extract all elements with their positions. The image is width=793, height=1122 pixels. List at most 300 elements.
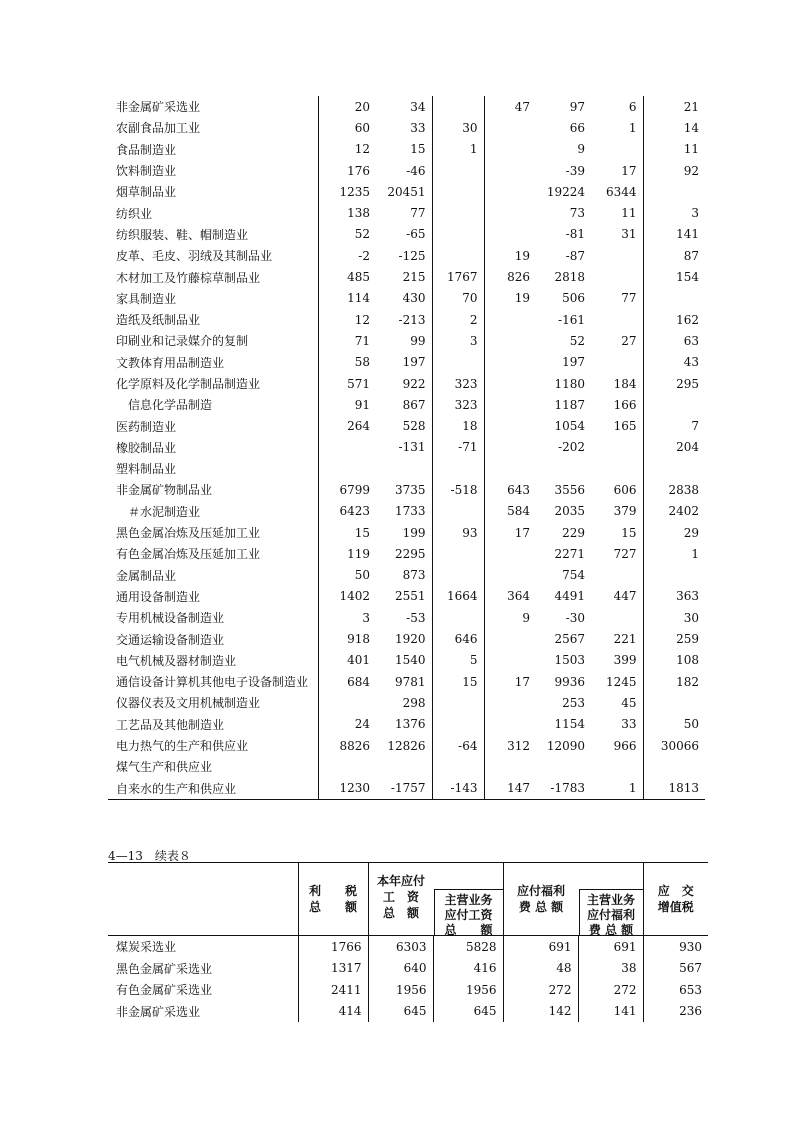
table-row [108, 160, 705, 181]
cell-value: 1767 [432, 266, 484, 287]
cell-value: 1235 [318, 181, 376, 202]
cell-value [376, 458, 432, 479]
row-label: 金属制品业 [116, 568, 177, 583]
header-wages-l1: 工 资 [382, 890, 419, 904]
cell-value: 298 [402, 695, 426, 710]
cell-value: 363 [643, 586, 705, 607]
cell-value [484, 714, 536, 735]
cell-value: 204 [643, 437, 705, 458]
cell-value [643, 458, 705, 479]
cell-value [484, 628, 536, 649]
cell-value: 643 [484, 479, 536, 500]
header-wages [368, 863, 503, 936]
cell-value: 3 [643, 202, 705, 223]
cell-value [591, 565, 643, 586]
cell-value: 922 [402, 376, 426, 391]
row-label: 交通运输设备制造业 [116, 632, 225, 647]
cell-value: 506 [562, 291, 585, 306]
row-label: 木材加工及竹藤棕草制品业 [116, 270, 261, 285]
cell-value: 447 [613, 589, 637, 604]
cell-value [318, 692, 376, 713]
cell-value: 1 [643, 543, 705, 564]
row-label: 烟草制品业 [116, 185, 177, 200]
row-label: ＃水泥制造业 [128, 504, 201, 519]
cell-value [432, 224, 484, 245]
cell-value: 12 [318, 309, 376, 330]
cell-value [536, 756, 591, 777]
cell-value: 5 [432, 650, 484, 671]
cell-value: 1245 [605, 674, 637, 689]
cell-value: -213 [398, 312, 426, 327]
header-welfare [503, 863, 643, 936]
cell-value: 430 [402, 291, 426, 306]
cell-value: 17 [484, 522, 536, 543]
cell-value: 2838 [643, 479, 705, 500]
cell-value: 108 [643, 650, 705, 671]
table-row [108, 394, 705, 415]
table-row [108, 117, 705, 138]
row-label: 家具制造业 [116, 291, 177, 306]
cell-value [432, 543, 484, 564]
header-wages-sub3: 总 额 [444, 923, 493, 937]
cell-value: -53 [406, 610, 426, 625]
cell-value: 63 [643, 330, 705, 351]
cell-value: 162 [643, 309, 705, 330]
cell-value: 2551 [394, 589, 426, 604]
cell-value: 1813 [643, 778, 705, 800]
cell-value: 199 [402, 525, 426, 540]
cell-value: 6 [628, 99, 637, 114]
cell-value: 1054 [554, 419, 585, 434]
cell-value: 567 [643, 958, 708, 980]
cell-value: 6303 [368, 936, 433, 958]
header-tax-total [298, 863, 368, 936]
cell-value: 1317 [298, 958, 368, 980]
cell-value: 197 [562, 355, 585, 370]
row-label: 纺织业 [116, 206, 153, 221]
row-label: 通用设备制造业 [116, 589, 201, 604]
table-row [108, 671, 705, 692]
cell-value [318, 458, 376, 479]
table-row [108, 714, 705, 735]
header-tax-line2: 总 额 [308, 900, 357, 914]
row-label: 造纸及纸制品业 [116, 313, 201, 328]
cell-value: 485 [318, 266, 376, 287]
cell-value: 33 [621, 717, 637, 732]
table-row [108, 330, 705, 351]
cell-value: 401 [318, 650, 376, 671]
header-wages-top: 本年应付 [376, 874, 425, 888]
cell-value [318, 437, 376, 458]
header-wages-sub1: 主营业务 [444, 893, 493, 907]
cell-value: -125 [398, 248, 426, 263]
row-label: 黑色金属矿采选业 [116, 961, 213, 976]
cell-value: 6423 [318, 501, 376, 522]
row-label: 有色金属冶炼及压延加工业 [116, 547, 261, 562]
cell-value: 416 [433, 958, 503, 980]
cell-value [484, 224, 536, 245]
cell-value [643, 394, 705, 415]
header-blank [108, 863, 298, 936]
cell-value: 691 [578, 936, 643, 958]
cell-value: 1956 [433, 979, 503, 1001]
cell-value [643, 692, 705, 713]
cell-value: 66 [569, 120, 585, 135]
row-label: 食品制造业 [116, 142, 177, 157]
cell-value: -65 [406, 227, 426, 242]
cell-value [432, 96, 484, 117]
cell-value [432, 458, 484, 479]
cell-value: 27 [621, 333, 637, 348]
cell-value [643, 181, 705, 202]
cell-value: 33 [410, 120, 426, 135]
table-row [108, 479, 705, 500]
cell-value: 12826 [387, 738, 426, 753]
cell-value: 197 [402, 355, 426, 370]
cell-value: 182 [643, 671, 705, 692]
cell-value: 92 [643, 160, 705, 181]
cell-value: 20 [318, 96, 376, 117]
cell-value: 571 [318, 373, 376, 394]
cell-value [484, 692, 536, 713]
table-row [108, 958, 708, 980]
cell-value [484, 756, 536, 777]
cell-value: 20451 [387, 184, 426, 199]
cell-value: 640 [368, 958, 433, 980]
cell-value [643, 565, 705, 586]
cell-value [591, 756, 643, 777]
cell-value: 264 [318, 415, 376, 436]
cell-value: 272 [503, 979, 578, 1001]
cell-value [484, 394, 536, 415]
cell-value [484, 543, 536, 564]
cell-value: 8826 [318, 735, 376, 756]
cell-value: 1187 [554, 397, 585, 412]
cell-value: -1757 [376, 778, 432, 800]
cell-value: 6799 [318, 479, 376, 500]
cell-value: 9936 [554, 674, 585, 689]
cell-value: 2411 [298, 979, 368, 1001]
cell-value: 1766 [298, 936, 368, 958]
cell-value: 2402 [643, 501, 705, 522]
cell-value: 38 [578, 958, 643, 980]
cell-value: 1540 [394, 653, 426, 668]
row-label: 电气机械及器材制造业 [116, 653, 237, 668]
cell-value: 1402 [318, 586, 376, 607]
cell-value: 19 [484, 288, 536, 309]
table-row [108, 607, 705, 628]
cell-value [484, 330, 536, 351]
cell-value: 414 [298, 1001, 368, 1023]
row-label: 非金属矿采选业 [116, 1004, 201, 1019]
cell-value: -46 [406, 163, 426, 178]
cell-value [318, 756, 376, 777]
cell-value: -81 [565, 227, 585, 242]
cell-value: 93 [432, 522, 484, 543]
row-label: 工艺品及其他制造业 [116, 717, 225, 732]
cell-value: -202 [558, 440, 585, 455]
table-row [108, 266, 705, 287]
cell-value: 2818 [554, 270, 585, 285]
cell-value: 60 [318, 117, 376, 138]
cell-value [432, 181, 484, 202]
cell-value [484, 373, 536, 394]
cell-value: 17 [621, 163, 637, 178]
cell-value: 1956 [368, 979, 433, 1001]
cell-value: 229 [562, 525, 585, 540]
cell-value: 3 [318, 607, 376, 628]
cell-value: 91 [318, 394, 376, 415]
cell-value: 2271 [554, 546, 585, 561]
cell-value: 727 [613, 546, 637, 561]
cell-value [484, 202, 536, 223]
cell-value: 77 [621, 291, 637, 306]
row-label: 非金属矿采选业 [116, 100, 201, 115]
cell-value [484, 458, 536, 479]
header-vat-l1: 应 交 [657, 884, 694, 898]
cell-value: 138 [318, 202, 376, 223]
cell-value [643, 288, 705, 309]
table-row [108, 650, 705, 671]
row-label: 黑色金属冶炼及压延加工业 [116, 526, 261, 541]
cell-value: 70 [432, 288, 484, 309]
cell-value: 645 [433, 1001, 503, 1023]
row-label: 医药制造业 [116, 419, 177, 434]
header-welfare-sub2: 应付福利 [586, 908, 635, 922]
cell-value: 253 [562, 695, 585, 710]
cell-value: 47 [484, 96, 536, 117]
cell-value [484, 437, 536, 458]
header-welfare-sub3: 费 总 额 [588, 923, 634, 937]
row-label: 文教体育用品制造业 [116, 355, 225, 370]
header-vat [643, 863, 708, 936]
cell-value [591, 309, 643, 330]
cell-value: 966 [613, 738, 637, 753]
header-tax-line1: 利 税 [308, 884, 357, 898]
cell-value: 4491 [554, 589, 585, 604]
cell-value: 653 [643, 979, 708, 1001]
cell-value [643, 756, 705, 777]
table-row [108, 224, 705, 245]
cell-value: -143 [432, 778, 484, 800]
cell-value: 45 [621, 695, 637, 710]
cell-value: -518 [432, 479, 484, 500]
cell-value: 166 [613, 397, 637, 412]
cell-value: 19224 [546, 184, 585, 199]
cell-value: 221 [613, 632, 637, 647]
row-label: 有色金属矿采选业 [116, 983, 213, 998]
cell-value: 5828 [433, 936, 503, 958]
row-label: 仪器仪表及文用机械制造业 [116, 696, 261, 711]
table-row [108, 288, 705, 309]
cell-value: 684 [318, 671, 376, 692]
cell-value [432, 565, 484, 586]
table-row [108, 139, 705, 160]
table-row [108, 936, 708, 958]
cell-value [432, 607, 484, 628]
cell-value [591, 437, 643, 458]
cell-value [432, 245, 484, 266]
cell-value: 34 [410, 99, 426, 114]
cell-value: -131 [398, 440, 426, 455]
cell-value: 323 [432, 394, 484, 415]
cell-value: 99 [410, 333, 426, 348]
cell-value: 50 [643, 714, 705, 735]
cell-value: -64 [432, 735, 484, 756]
cell-value [484, 650, 536, 671]
row-label: 非金属矿物制品业 [116, 483, 213, 498]
row-label: 皮革、毛皮、羽绒及其制品业 [116, 249, 273, 264]
cell-value [432, 352, 484, 373]
cell-value: 312 [484, 735, 536, 756]
row-label: 电力热气的生产和供应业 [116, 739, 249, 754]
cell-value: 272 [578, 979, 643, 1001]
cell-value: 142 [503, 1001, 578, 1023]
cell-value [484, 352, 536, 373]
table-row [108, 352, 705, 373]
row-label: 信息化学品制造 [128, 398, 213, 413]
table-row [108, 628, 705, 649]
cell-value: 73 [569, 206, 585, 221]
row-label: 印刷业和记录媒介的复制 [116, 334, 249, 349]
table-caption: 4—13 续表８ [108, 849, 191, 863]
cell-value: -71 [432, 437, 484, 458]
table-row [108, 543, 705, 564]
cell-value: 77 [410, 206, 426, 221]
cell-value: 918 [318, 628, 376, 649]
cell-value: -87 [565, 248, 585, 263]
cell-value: 141 [643, 224, 705, 245]
cell-value: 295 [643, 373, 705, 394]
cell-value: 15 [410, 142, 426, 157]
cell-value: 826 [484, 266, 536, 287]
cell-value: 48 [503, 958, 578, 980]
cell-value: 12090 [546, 738, 585, 753]
table-row [108, 735, 705, 756]
cell-value: -39 [565, 163, 585, 178]
cell-value: 19 [484, 245, 536, 266]
cell-value: 1154 [554, 717, 585, 732]
cell-value: 141 [578, 1001, 643, 1023]
cell-value: 1664 [432, 586, 484, 607]
cell-value: 15 [318, 522, 376, 543]
cell-value [432, 692, 484, 713]
table-row [108, 586, 705, 607]
cell-value: 1376 [394, 717, 426, 732]
table-row [108, 501, 705, 522]
table-row [108, 692, 705, 713]
industry-table-part8 [108, 862, 708, 1022]
cell-value [484, 415, 536, 436]
cell-value [432, 756, 484, 777]
table-row [108, 778, 705, 800]
cell-value: 87 [643, 245, 705, 266]
row-label: 橡胶制品业 [116, 440, 177, 455]
row-label: 通信设备计算机其他电子设备制造业 [116, 675, 309, 690]
cell-value: 1 [591, 778, 643, 800]
cell-value [591, 266, 643, 287]
row-label: 煤气生产和供应业 [116, 760, 213, 775]
cell-value: 1 [628, 120, 637, 135]
table-row [108, 202, 705, 223]
cell-value: 24 [318, 714, 376, 735]
cell-value: 1920 [394, 632, 426, 647]
cell-value: -2 [318, 245, 376, 266]
cell-value: 584 [484, 501, 536, 522]
header-wages-l2: 总 额 [382, 906, 419, 920]
table-row [108, 756, 705, 777]
cell-value [432, 714, 484, 735]
cell-value: 259 [643, 628, 705, 649]
cell-value: 9 [577, 142, 585, 157]
cell-value [484, 309, 536, 330]
cell-value: 646 [432, 628, 484, 649]
cell-value: 236 [643, 1001, 708, 1023]
cell-value: 1733 [394, 504, 426, 519]
header-welfare-l2: 费 总 额 [518, 900, 564, 914]
cell-value: 1180 [554, 376, 585, 391]
header-vat-l2: 增值税 [657, 900, 694, 914]
cell-value: 184 [613, 376, 637, 391]
table-row [108, 373, 705, 394]
cell-value: 1 [432, 139, 484, 160]
cell-value: 645 [368, 1001, 433, 1023]
cell-value [376, 756, 432, 777]
table-row [108, 181, 705, 202]
cell-value: 43 [643, 352, 705, 373]
cell-value: 528 [402, 419, 426, 434]
cell-value [432, 501, 484, 522]
row-label: 农副食品加工业 [116, 121, 201, 136]
cell-value: 71 [318, 330, 376, 351]
cell-value: 58 [318, 352, 376, 373]
row-label: 纺织服装、鞋、帽制造业 [116, 227, 249, 242]
cell-value [432, 202, 484, 223]
cell-value: 154 [643, 266, 705, 287]
cell-value [432, 160, 484, 181]
cell-value [484, 565, 536, 586]
cell-value: 97 [569, 99, 585, 114]
cell-value [591, 139, 643, 160]
cell-value [484, 117, 536, 138]
cell-value: 9 [484, 607, 536, 628]
cell-value: 867 [402, 397, 426, 412]
table-row [108, 437, 705, 458]
cell-value: 2567 [554, 632, 585, 647]
table-row [108, 458, 705, 479]
table-row [108, 309, 705, 330]
cell-value: 30066 [643, 735, 705, 756]
cell-value: 323 [432, 373, 484, 394]
cell-value: 119 [318, 543, 376, 564]
cell-value: 606 [613, 482, 637, 497]
cell-value: 29 [643, 522, 705, 543]
cell-value [536, 458, 591, 479]
cell-value: 15 [621, 525, 637, 540]
cell-value: 3 [432, 330, 484, 351]
cell-value: 30 [643, 607, 705, 628]
cell-value: 176 [318, 160, 376, 181]
cell-value: 215 [402, 270, 426, 285]
cell-value: 11 [621, 206, 637, 221]
cell-value: -30 [565, 610, 585, 625]
cell-value: 379 [613, 504, 637, 519]
cell-value: 9781 [394, 674, 426, 689]
table-row [108, 245, 705, 266]
cell-value [591, 607, 643, 628]
cell-value: 147 [484, 778, 536, 800]
cell-value: 114 [318, 288, 376, 309]
